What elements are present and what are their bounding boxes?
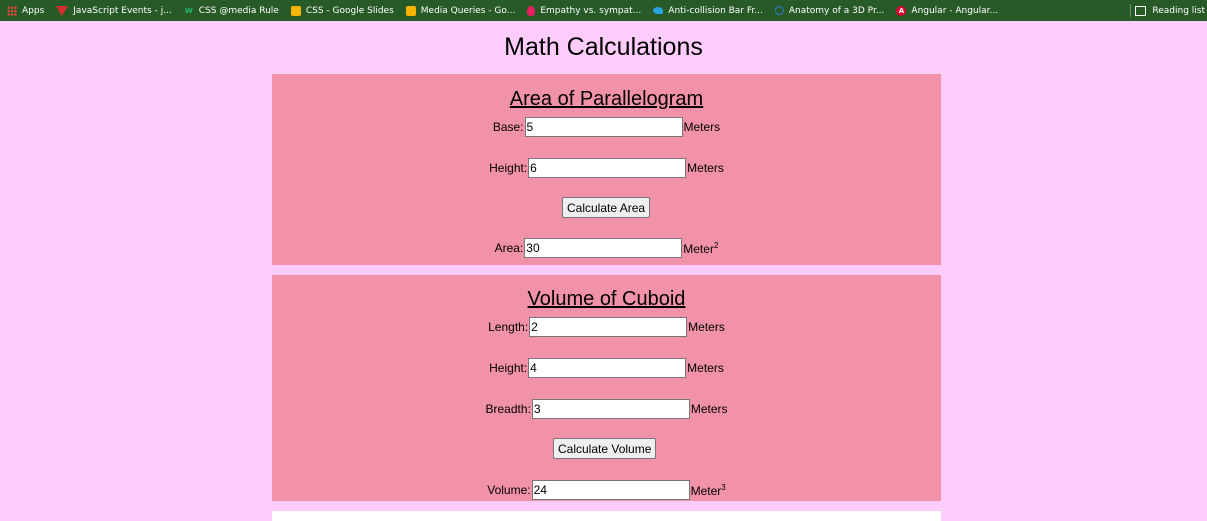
bookmark-empathy[interactable]	[527, 6, 641, 16]
calculate-volume-button[interactable]: Calculate Volume	[553, 438, 656, 459]
area-unit-text: Meter	[683, 241, 714, 256]
reading-list-button[interactable]	[1135, 0, 1205, 21]
bookmark-label: Empathy vs. sympat...	[540, 5, 642, 16]
volume-output[interactable]	[532, 480, 690, 500]
cuboid-height-label: Height:	[489, 361, 528, 375]
length-input[interactable]	[529, 317, 687, 337]
breadth-row	[272, 398, 941, 420]
javascript-icon	[56, 6, 68, 16]
bookmark-label: CSS @media Rule	[198, 5, 279, 16]
base-row	[272, 116, 941, 138]
height-row	[272, 157, 941, 179]
w3schools-icon: w	[184, 5, 193, 16]
angular-icon: A	[896, 6, 906, 16]
area-label: Area:	[494, 241, 524, 255]
volume-unit	[691, 483, 726, 498]
cuboid-heading: Volume of Cuboid	[527, 288, 686, 310]
bookmarks-divider	[1130, 4, 1131, 17]
bookmark-label: Anatomy of a 3D Pr...	[788, 5, 885, 16]
next-panel-partial	[272, 511, 941, 521]
bookmark-label: Apps	[22, 5, 45, 16]
bookmark-label: Angular - Angular...	[911, 5, 999, 16]
bookmark-label: Anti-collision Bar Fr...	[668, 5, 763, 16]
bookmark-apps[interactable]	[7, 6, 44, 16]
height-unit: Meters	[687, 161, 724, 175]
area-row	[272, 237, 941, 259]
length-unit: Meters	[688, 320, 725, 334]
length-label: Length:	[488, 320, 529, 334]
cuboid-height-unit: Meters	[687, 361, 724, 375]
bookmark-css-google-slides[interactable]	[291, 6, 394, 16]
bookmark-label: Media Queries - Go...	[420, 5, 516, 16]
bookmark-anti-collision[interactable]	[653, 6, 763, 16]
bookmark-javascript-events[interactable]	[56, 6, 172, 16]
bookmark-angular[interactable]	[896, 6, 998, 16]
base-input[interactable]	[525, 117, 683, 137]
area-output[interactable]	[524, 238, 682, 258]
base-unit: Meters	[683, 120, 721, 134]
bookmark-media-queries[interactable]	[406, 6, 516, 16]
bird-icon	[653, 7, 663, 14]
bookmark-label: CSS - Google Slides	[305, 5, 394, 16]
bookmarks-bar	[0, 0, 1207, 21]
cuboid-height-row	[272, 357, 941, 379]
google-slides-icon	[406, 6, 416, 16]
breadth-input[interactable]	[532, 399, 690, 419]
volume-unit-text: Meter	[690, 483, 722, 498]
area-unit	[683, 241, 718, 256]
breadth-unit: Meters	[690, 402, 728, 416]
parallelogram-heading: Area of Parallelogram	[509, 88, 704, 110]
breadth-label: Breadth:	[485, 402, 531, 416]
cuboid-panel	[272, 275, 941, 501]
parallelogram-panel	[272, 74, 941, 265]
bookmark-anatomy-3d[interactable]	[775, 6, 885, 16]
google-slides-icon	[291, 6, 301, 16]
base-label: Base:	[492, 120, 524, 134]
apps-grid-icon	[7, 6, 17, 16]
bookmark-label: JavaScript Events - j...	[73, 5, 172, 16]
height-label: Height:	[489, 161, 528, 175]
cuboid-height-input[interactable]	[528, 358, 686, 378]
empathy-icon	[527, 6, 535, 16]
height-input[interactable]	[528, 158, 686, 178]
volume-label: Volume:	[487, 483, 531, 497]
area-unit-exponent: 2	[713, 240, 719, 250]
length-row	[272, 316, 941, 338]
volume-unit-exponent: 3	[721, 482, 726, 492]
circle-icon	[775, 6, 784, 15]
page-title: Math Calculations	[504, 33, 703, 61]
bookmark-css-media-rule[interactable]	[184, 6, 279, 16]
reading-list-icon	[1135, 6, 1146, 16]
calculate-area-button[interactable]: Calculate Area	[562, 197, 650, 218]
reading-list-label: Reading list	[1152, 5, 1205, 16]
volume-row	[272, 479, 941, 501]
